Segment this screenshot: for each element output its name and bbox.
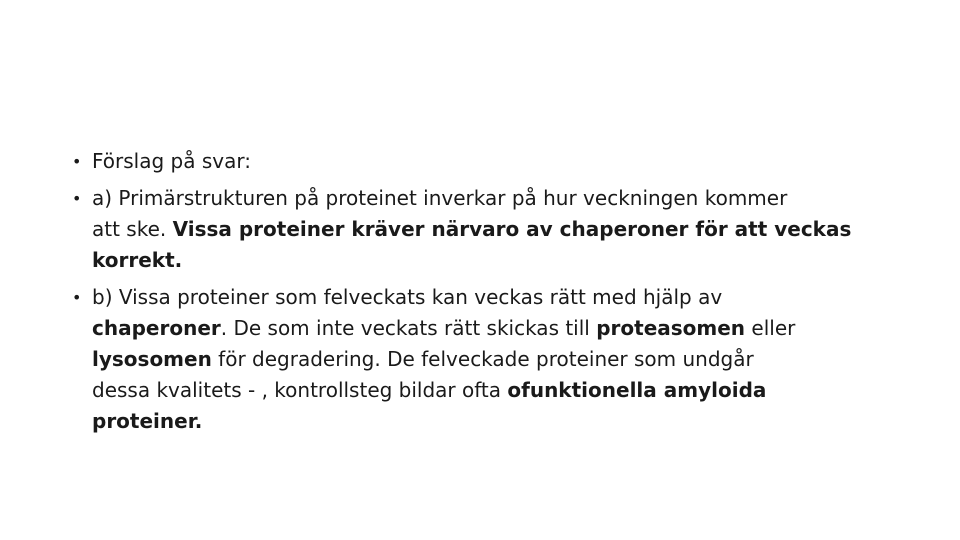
bullet-item-suggestion-heading xyxy=(72,146,902,177)
text-line xyxy=(92,183,902,214)
bold-text-run: chaperoner xyxy=(92,316,221,340)
text-line xyxy=(92,313,902,344)
text-line xyxy=(92,282,902,313)
bullet-list xyxy=(72,146,902,443)
text-run: eller xyxy=(745,316,796,340)
bold-text-run: ofunktionella amyloida xyxy=(507,378,767,402)
bold-text-run: proteasomen xyxy=(596,316,746,340)
text-run: . De som inte veckats rätt skickas till xyxy=(220,316,597,340)
bold-text-run: Vissa proteiner kräver närvaro av chaperoner för att veckas xyxy=(172,217,852,241)
text-line xyxy=(92,375,902,406)
text-run: att ske. xyxy=(92,217,173,241)
text-run: för degradering. De felveckade proteiner som undgår xyxy=(211,347,754,371)
bold-text-run: lysosomen xyxy=(92,347,212,371)
text-line xyxy=(92,146,902,177)
bullet-dot: • xyxy=(72,152,82,171)
text-line xyxy=(92,214,902,245)
bullet-dot: • xyxy=(72,288,82,307)
text-run: Förslag på svar: xyxy=(92,149,251,173)
text-run: b) Vissa proteiner som felveckats kan veckas rätt med hjälp av xyxy=(92,285,723,309)
bullet-dot: • xyxy=(72,189,82,208)
text-run: a) Primärstrukturen på proteinet inverkar på hur veckningen kommer xyxy=(92,186,788,210)
bold-text-run: proteiner. xyxy=(92,409,203,433)
text-line xyxy=(92,344,902,375)
text-line xyxy=(92,245,902,276)
bold-text-run: korrekt. xyxy=(92,248,183,272)
bullet-item-answer-a xyxy=(72,183,902,276)
text-run: dessa kvalitets - , kontrollsteg bildar ofta xyxy=(92,378,508,402)
bullet-item-answer-b xyxy=(72,282,902,437)
text-line xyxy=(92,406,902,437)
